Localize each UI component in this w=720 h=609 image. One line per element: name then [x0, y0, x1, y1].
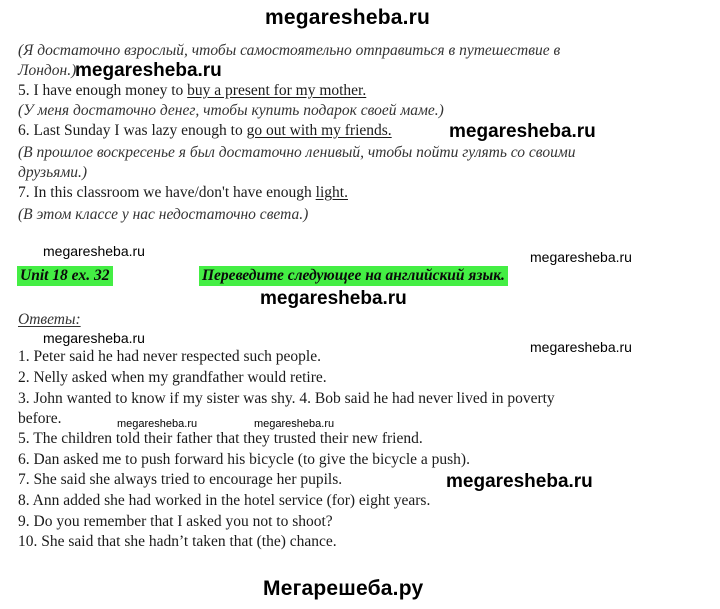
answer-5: 5. The children told their father that they trusted their new friend.	[18, 430, 423, 447]
task-instruction: Переведите следующее на английский язык.	[199, 266, 508, 286]
sentence-5	[18, 81, 366, 101]
answer-8: 8. Ann added she had worked in the hotel service (for) eight years.	[18, 492, 431, 509]
answers-label: Ответы:	[18, 311, 81, 328]
answer-2: 2. Nelly asked when my grandfather would retire.	[18, 369, 327, 386]
watermark-inline-4: megaresheba.ru	[446, 471, 593, 492]
answer-3: 3. John wanted to know if my sister was shy. 4. Bob said he had never lived in poverty	[18, 390, 555, 407]
watermark-inline-1: megaresheba.ru	[75, 60, 222, 81]
answer-3-continued: before.	[18, 410, 62, 427]
watermark-inline-2: megaresheba.ru	[449, 121, 596, 142]
translation-4-line-1: (Я достаточно взрослый, чтобы самостоятельно отправиться в путешествие в	[18, 42, 561, 59]
watermark-top: megaresheba.ru	[265, 6, 431, 29]
watermark-small-2: megaresheba.ru	[530, 249, 632, 265]
sentence-7-text: 7. In this classroom we have/don't have enough	[18, 184, 316, 201]
sentence-5-underlined: buy a present for my mother.	[187, 82, 367, 99]
translation-7: (В этом классе у нас недостаточно света.)	[18, 206, 309, 223]
answer-9: 9. Do you remember that I asked you not to shoot?	[18, 513, 333, 530]
translation-6-line-1: (В прошлое воскресенье я был достаточно ленивый, чтобы пойти гулять со своими	[18, 144, 576, 161]
sentence-6	[18, 121, 392, 141]
sentence-6-underlined: go out with my friends.	[246, 122, 392, 139]
unit-label: Unit 18 ex. 32	[17, 266, 113, 286]
sentence-7-underlined: light.	[315, 184, 348, 201]
watermark-bottom: Мегарешеба.ру	[263, 577, 424, 600]
sentence-5-text: 5. I have enough money to	[18, 82, 188, 99]
watermark-small-1: megaresheba.ru	[43, 243, 145, 259]
translation-5: (У меня достаточно денег, чтобы купить подарок своей маме.)	[18, 102, 444, 119]
answer-1: 1. Peter said he had never respected such people.	[18, 348, 321, 365]
watermark-small-4: megaresheba.ru	[530, 339, 632, 355]
answer-6: 6. Dan asked me to push forward his bicycle (to give the bicycle a push).	[18, 451, 470, 468]
translation-4-line-2: Лондон.)	[18, 62, 77, 79]
watermark-small-3: megaresheba.ru	[43, 330, 145, 346]
watermark-inline-3: megaresheba.ru	[260, 288, 407, 309]
answer-7: 7. She said she always tried to encourage her pupils.	[18, 471, 343, 488]
answer-10: 10. She said that she hadn’t taken that (the) chance.	[18, 533, 337, 550]
translation-6-line-2: друзьями.)	[18, 164, 88, 181]
watermark-tiny-2: megaresheba.ru	[254, 418, 335, 430]
sentence-7	[18, 183, 348, 203]
watermark-tiny-1: megaresheba.ru	[117, 418, 198, 430]
sentence-6-text: 6. Last Sunday I was lazy enough to	[18, 122, 247, 139]
